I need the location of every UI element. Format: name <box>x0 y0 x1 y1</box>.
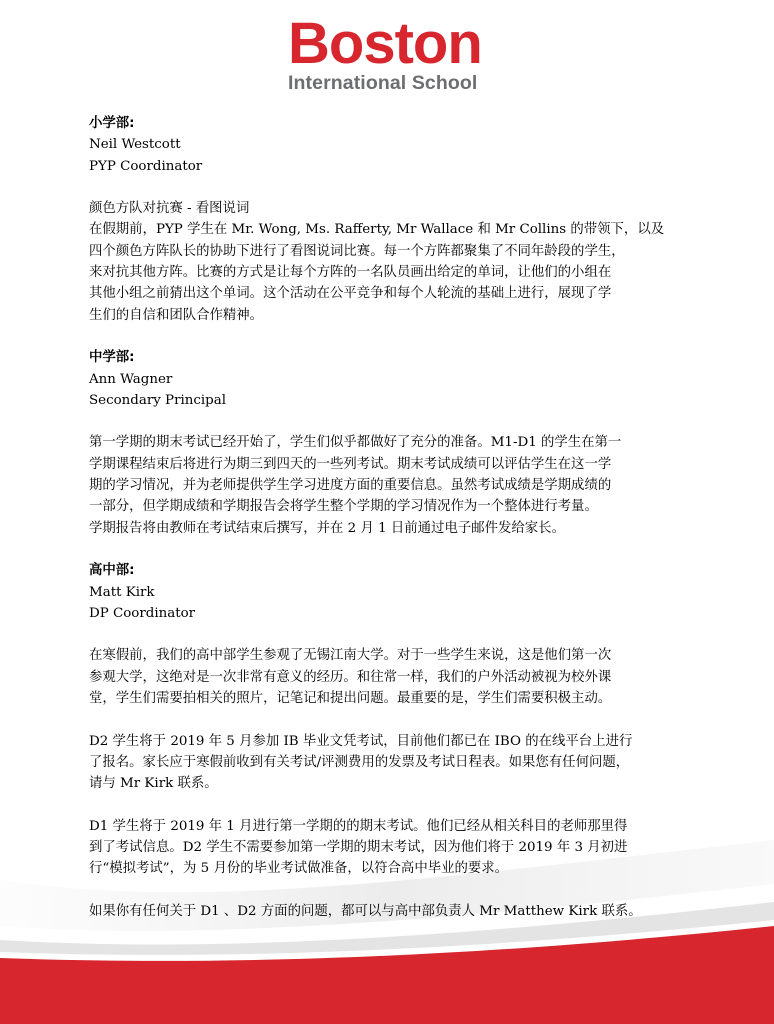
text-line: D2 学生将于 2019 年 5 月参加 IB 毕业文凭考试，目前他们都已在 IBO 的在线平台上进行 <box>89 733 633 749</box>
text-line: 学期报告将由教师在考试结束后撰写，并在 2 月 1 日前通过电子邮件发给家长。 <box>89 520 565 536</box>
text-line: 参观大学，这绝对是一次非常有意义的经历。和往常一样，我们的户外活动被视为校外课 <box>89 669 612 685</box>
text-line: 期的学习情况，并为老师提供学生学习进度方面的重要信息。虽然考试成绩是学期成绩的 <box>89 478 612 494</box>
text-line: 了报名。家长应于寒假前收到有关考试/评测费用的发票及考试日程表。如果您有任何问题， <box>89 754 630 770</box>
secondary-heading: 中学部: <box>89 350 135 366</box>
text-line: 一部分，但学期成绩和学期报告会将学生整个学期的学习情况作为一个整体进行考量。 <box>89 499 598 515</box>
primary-article-title: 颜色方队对抗赛 - 看图说词 <box>89 201 250 217</box>
school-logo <box>250 12 530 94</box>
text-line: 请与 Mr Kirk 联系。 <box>89 776 218 792</box>
high-paragraph-3 <box>89 816 689 880</box>
text-line: 到了考试信息。D2 学生不需要参加第一学期的期末考试，因为他们将于 2019 年 3 月初进 <box>89 840 628 856</box>
high-paragraph-4 <box>89 901 689 922</box>
high-paragraph-2 <box>89 731 689 795</box>
high-heading: 高中部: <box>89 563 135 579</box>
text-line: 来对抗其他方阵。比赛的方式是让每个方阵的一名队员画出给定的单词，让他们的小组在 <box>89 265 612 281</box>
text-line: 其他小组之前猜出这个单词。这个活动在公平竞争和每个人轮流的基础上进行，展现了学 <box>89 286 612 302</box>
text-line: 在寒假前，我们的高中部学生参观了无锡江南大学。对于一些学生来说，这是他们第一次 <box>89 648 612 664</box>
logo-subtitle: International School <box>288 72 478 94</box>
text-line: 学期课程结束后将进行为期三到四天的一些列考试。期末考试成绩可以评估学生在这一学 <box>89 456 612 472</box>
text-line: 如果你有任何关于 D1 、D2 方面的问题，都可以与高中部负责人 Mr Matthew Kirk 联系。 <box>89 903 642 919</box>
text-line: 四个颜色方阵队长的协助下进行了看图说词比赛。每一个方阵都聚集了不同年龄段的学生， <box>89 243 625 259</box>
secondary-author-name: Ann Wagner <box>89 371 173 387</box>
high-section <box>89 560 689 922</box>
text-line: D1 学生将于 2019 年 1 月进行第一学期的的期末考试。他们已经从相关科目的老师那里得 <box>89 818 628 834</box>
text-line: 堂，学生们需要拍相关的照片，记笔记和提出问题。最重要的是，学生们需要积极主动。 <box>89 691 612 707</box>
text-line: 第一学期的期末考试已经开始了，学生们似乎都做好了充分的准备。M1-D1 的学生在第一 <box>89 435 622 451</box>
primary-author-name: Neil Westcott <box>89 137 181 153</box>
primary-author-role: PYP Coordinator <box>89 158 203 174</box>
newsletter-body <box>89 113 689 922</box>
secondary-paragraph <box>89 432 689 538</box>
logo-wordmark: Boston <box>288 11 482 76</box>
primary-paragraph <box>89 219 689 325</box>
high-author-role: DP Coordinator <box>89 605 196 621</box>
text-line: 行“模拟考试”，为 5 月份的毕业考试做准备，以符合高中毕业的要求。 <box>89 861 509 877</box>
high-paragraph-1 <box>89 645 689 709</box>
secondary-author-role: Secondary Principal <box>89 392 226 408</box>
text-line: 生们的自信和团队合作精神。 <box>89 307 264 323</box>
primary-section <box>89 113 689 326</box>
secondary-section <box>89 347 689 539</box>
primary-heading: 小学部: <box>89 116 135 131</box>
text-line: 在假期前，PYP 学生在 Mr. Wong, Ms. Rafferty, Mr Wallace 和 Mr Collins 的带领下，以及 <box>89 222 665 238</box>
high-author-name: Matt Kirk <box>89 584 155 600</box>
